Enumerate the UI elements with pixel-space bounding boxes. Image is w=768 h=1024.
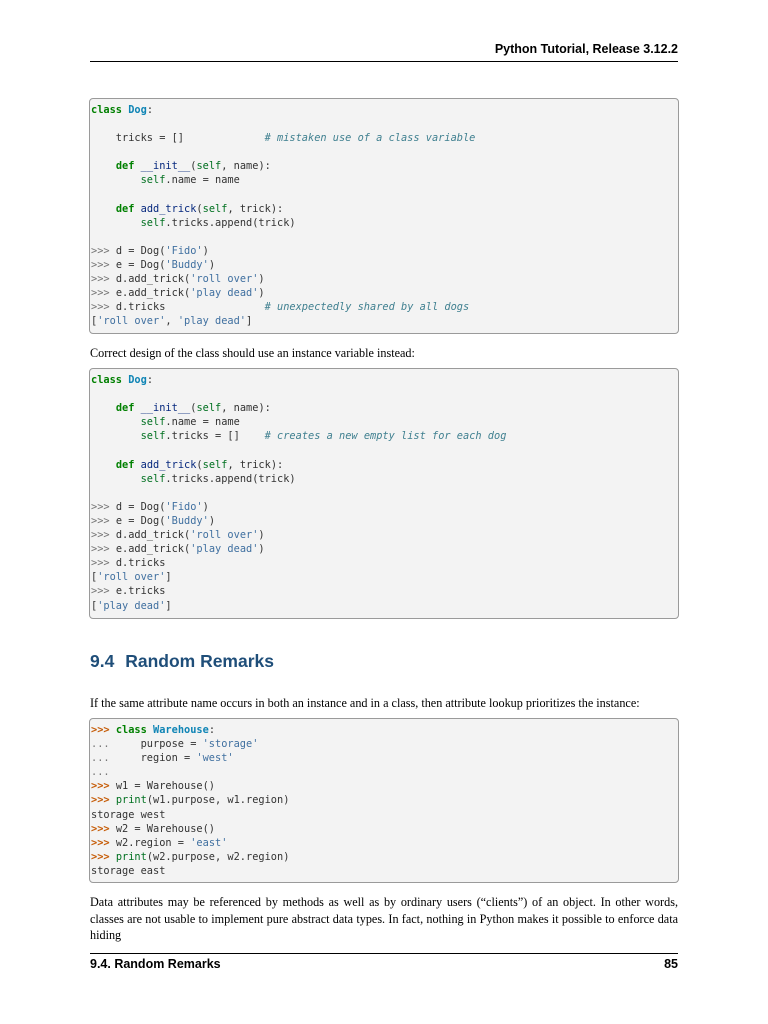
- code-token: ): [258, 287, 265, 300]
- code-line: [91, 864, 678, 878]
- code-token: d.add_trick(: [115, 529, 191, 542]
- code-token: [91, 416, 141, 428]
- code-token: (: [190, 402, 197, 415]
- code-line: [91, 415, 678, 429]
- code-token: >>>: [91, 850, 116, 863]
- code-token: add_trick: [140, 458, 197, 471]
- code-token: 'west': [196, 752, 234, 765]
- code-token: e = Dog(: [115, 259, 166, 272]
- code-token: 'Buddy': [165, 514, 209, 527]
- code-token: Dog: [128, 104, 147, 116]
- code-token: , trick):: [227, 458, 284, 471]
- code-token: (w1.purpose, w1.region): [146, 794, 290, 807]
- code-line: [91, 570, 678, 584]
- code-line: [91, 286, 678, 300]
- code-line: [91, 258, 678, 272]
- code-line: [91, 793, 678, 807]
- code-line: [91, 216, 678, 230]
- code-token: add_trick: [140, 202, 197, 215]
- code-token: ): [258, 273, 265, 286]
- code-token: >>>: [91, 273, 116, 286]
- section-heading: [90, 651, 274, 672]
- code-token: # unexpectedly shared by all dogs: [264, 301, 470, 314]
- code-token: 'roll over': [97, 571, 166, 584]
- code-token: e = Dog(: [115, 514, 166, 527]
- code-token: , trick):: [227, 202, 284, 215]
- code-token: d.add_trick(: [115, 273, 191, 286]
- code-token: 'play dead': [97, 599, 166, 612]
- code-line: [91, 145, 678, 159]
- code-token: storage west: [91, 808, 166, 821]
- code-token: ): [202, 244, 209, 257]
- code-token: class: [91, 104, 122, 116]
- code-token: 'play dead': [177, 315, 247, 328]
- code-token: self: [202, 458, 228, 471]
- section-number: 9.4: [90, 651, 115, 671]
- code-block-class-variable[interactable]: [89, 98, 679, 334]
- code-token: d.tricks: [115, 557, 166, 570]
- code-line: [91, 117, 678, 131]
- code-token: def: [115, 160, 135, 173]
- code-token: self: [196, 160, 222, 173]
- code-line: [91, 373, 678, 387]
- code-line: [91, 159, 678, 173]
- code-token: .name = name: [165, 174, 240, 187]
- code-token: d = Dog(: [115, 244, 166, 257]
- code-token: (: [190, 160, 197, 173]
- code-token: [: [91, 599, 98, 612]
- code-line: [91, 542, 678, 556]
- section-title-text: Random Remarks: [125, 651, 275, 671]
- code-token: print: [115, 850, 147, 863]
- code-token: w1 = Warehouse(): [115, 780, 216, 793]
- code-token: >>>: [91, 259, 116, 272]
- running-header: Python Tutorial, Release 3.12.2: [494, 42, 678, 56]
- footer-divider: [90, 953, 678, 954]
- code-token: >>>: [91, 244, 116, 257]
- code-token: ): [258, 543, 265, 556]
- code-line: [91, 314, 678, 328]
- code-token: , name):: [221, 402, 271, 415]
- code-token: :: [208, 724, 216, 736]
- code-line: [91, 584, 678, 598]
- code-token: 'roll over': [97, 315, 166, 328]
- code-line: [91, 244, 678, 258]
- code-token: d.tricks: [115, 301, 265, 314]
- code-token: ]: [246, 315, 253, 328]
- code-line: [91, 103, 678, 117]
- code-token: (: [196, 458, 203, 471]
- code-token: d = Dog(: [115, 500, 166, 513]
- code-token: __init__: [140, 402, 191, 415]
- code-token: ): [208, 259, 216, 272]
- code-line: [91, 131, 678, 145]
- code-line: [91, 723, 678, 737]
- code-token: >>>: [91, 724, 116, 736]
- code-token: 'play dead': [190, 543, 259, 556]
- code-line: [91, 230, 678, 244]
- code-token: region =: [115, 752, 197, 765]
- code-token: >>>: [91, 585, 116, 598]
- code-token: >>>: [91, 301, 116, 314]
- code-line: [91, 737, 678, 751]
- code-token: >>>: [91, 794, 116, 807]
- code-token: ...: [91, 752, 116, 765]
- code-line: [91, 272, 678, 286]
- code-line: [91, 387, 678, 401]
- code-line: [91, 765, 678, 779]
- code-token: >>>: [91, 287, 116, 300]
- code-token: class: [115, 724, 147, 736]
- code-token: self: [196, 402, 222, 415]
- code-line: [91, 808, 678, 822]
- code-token: (: [196, 202, 203, 215]
- code-token: >>>: [91, 514, 116, 527]
- code-token: [91, 459, 116, 471]
- code-token: :: [146, 374, 154, 386]
- code-token: self: [202, 202, 228, 215]
- code-line: [91, 486, 678, 500]
- footer-section-label: 9.4. Random Remarks: [90, 957, 221, 971]
- code-line: [91, 599, 678, 613]
- code-token: w2.region =: [115, 836, 191, 849]
- code-token: self: [140, 472, 166, 485]
- page-number: 85: [664, 957, 678, 971]
- paragraph-instance-variable: Correct design of the class should use an instance variable instead:: [90, 346, 415, 360]
- code-token: tricks = []: [91, 132, 265, 145]
- code-token: e.tricks: [115, 585, 166, 598]
- code-token: ,: [165, 315, 178, 328]
- code-token: self: [140, 430, 166, 443]
- code-token: class: [91, 374, 122, 386]
- code-line: [91, 202, 678, 216]
- code-token: 'Fido': [165, 244, 203, 257]
- code-token: 'Buddy': [165, 259, 209, 272]
- code-line: [91, 300, 678, 314]
- code-token: .tricks.append(trick): [165, 216, 296, 229]
- code-token: 'storage': [202, 738, 259, 751]
- code-line: [91, 836, 678, 850]
- code-line: [91, 458, 678, 472]
- code-block-instance-variable[interactable]: [89, 368, 679, 619]
- code-token: [91, 217, 141, 229]
- code-token: e.add_trick(: [115, 543, 191, 556]
- code-token: def: [115, 202, 135, 215]
- code-token: 'Fido': [165, 500, 203, 513]
- code-token: [: [91, 315, 98, 328]
- paragraph-attribute-lookup: If the same attribute name occurs in both an instance and in a class, then attribute lookup prioritizes the instance:: [90, 696, 640, 710]
- code-token: [91, 402, 116, 414]
- code-token: purpose =: [115, 738, 203, 751]
- code-token: >>>: [91, 529, 116, 542]
- code-token: .tricks.append(trick): [165, 472, 296, 485]
- code-token: __init__: [140, 160, 191, 173]
- code-token: self: [140, 174, 166, 187]
- code-token: ]: [165, 599, 172, 612]
- code-token: 'roll over': [190, 529, 259, 542]
- paragraph-data-attributes: Data attributes may be referenced by methods as well as by ordinary users (“clients”) of an object. In other words, classes are not usable to implement pure abstract data types. In fact, nothing in Python makes it possible to enforce data hiding: [90, 895, 678, 942]
- code-token: .name = name: [165, 416, 240, 429]
- code-line: [91, 556, 678, 570]
- code-line: [91, 429, 678, 443]
- code-token: Warehouse: [153, 724, 209, 736]
- code-token: [91, 174, 141, 186]
- code-line: [91, 514, 678, 528]
- code-token: >>>: [91, 557, 116, 570]
- code-token: 'play dead': [190, 287, 259, 300]
- code-line: [91, 173, 678, 187]
- code-line: [91, 779, 678, 793]
- code-token: self: [140, 216, 166, 229]
- code-line: [91, 822, 678, 836]
- code-token: ...: [91, 738, 116, 751]
- code-token: [: [91, 571, 98, 584]
- code-token: >>>: [91, 780, 116, 793]
- code-line: [91, 751, 678, 765]
- code-line: [91, 850, 678, 864]
- code-token: (w2.purpose, w2.region): [146, 850, 290, 863]
- code-line: [91, 500, 678, 514]
- code-token: Dog: [128, 374, 147, 386]
- code-token: ): [208, 514, 216, 527]
- code-token: ): [202, 500, 209, 513]
- code-block-warehouse[interactable]: [89, 718, 679, 883]
- code-token: def: [115, 458, 135, 471]
- code-token: .tricks = []: [165, 430, 265, 443]
- code-token: def: [115, 402, 135, 415]
- code-token: [91, 160, 116, 172]
- code-token: print: [115, 794, 147, 807]
- code-line: [91, 188, 678, 202]
- code-token: 'east': [190, 836, 228, 849]
- code-token: >>>: [91, 543, 116, 556]
- code-line: [91, 528, 678, 542]
- header-divider: [90, 61, 678, 62]
- code-line: [91, 443, 678, 457]
- code-token: # creates a new empty list for each dog: [264, 430, 507, 443]
- code-token: w2 = Warehouse(): [115, 822, 216, 835]
- code-token: ): [258, 529, 265, 542]
- code-token: :: [146, 104, 154, 116]
- code-token: self: [140, 416, 166, 429]
- code-token: [91, 430, 141, 442]
- code-token: [91, 473, 141, 485]
- code-token: >>>: [91, 500, 116, 513]
- code-token: [91, 203, 116, 215]
- code-token: storage east: [91, 864, 166, 877]
- code-token: # mistaken use of a class variable: [264, 132, 476, 145]
- code-token: ]: [165, 571, 172, 584]
- code-token: ...: [91, 766, 110, 779]
- code-line: [91, 472, 678, 486]
- code-line: [91, 401, 678, 415]
- code-token: >>>: [91, 836, 116, 849]
- code-token: e.add_trick(: [115, 287, 191, 300]
- code-token: 'roll over': [190, 273, 259, 286]
- code-token: >>>: [91, 822, 116, 835]
- code-token: , name):: [221, 160, 271, 173]
